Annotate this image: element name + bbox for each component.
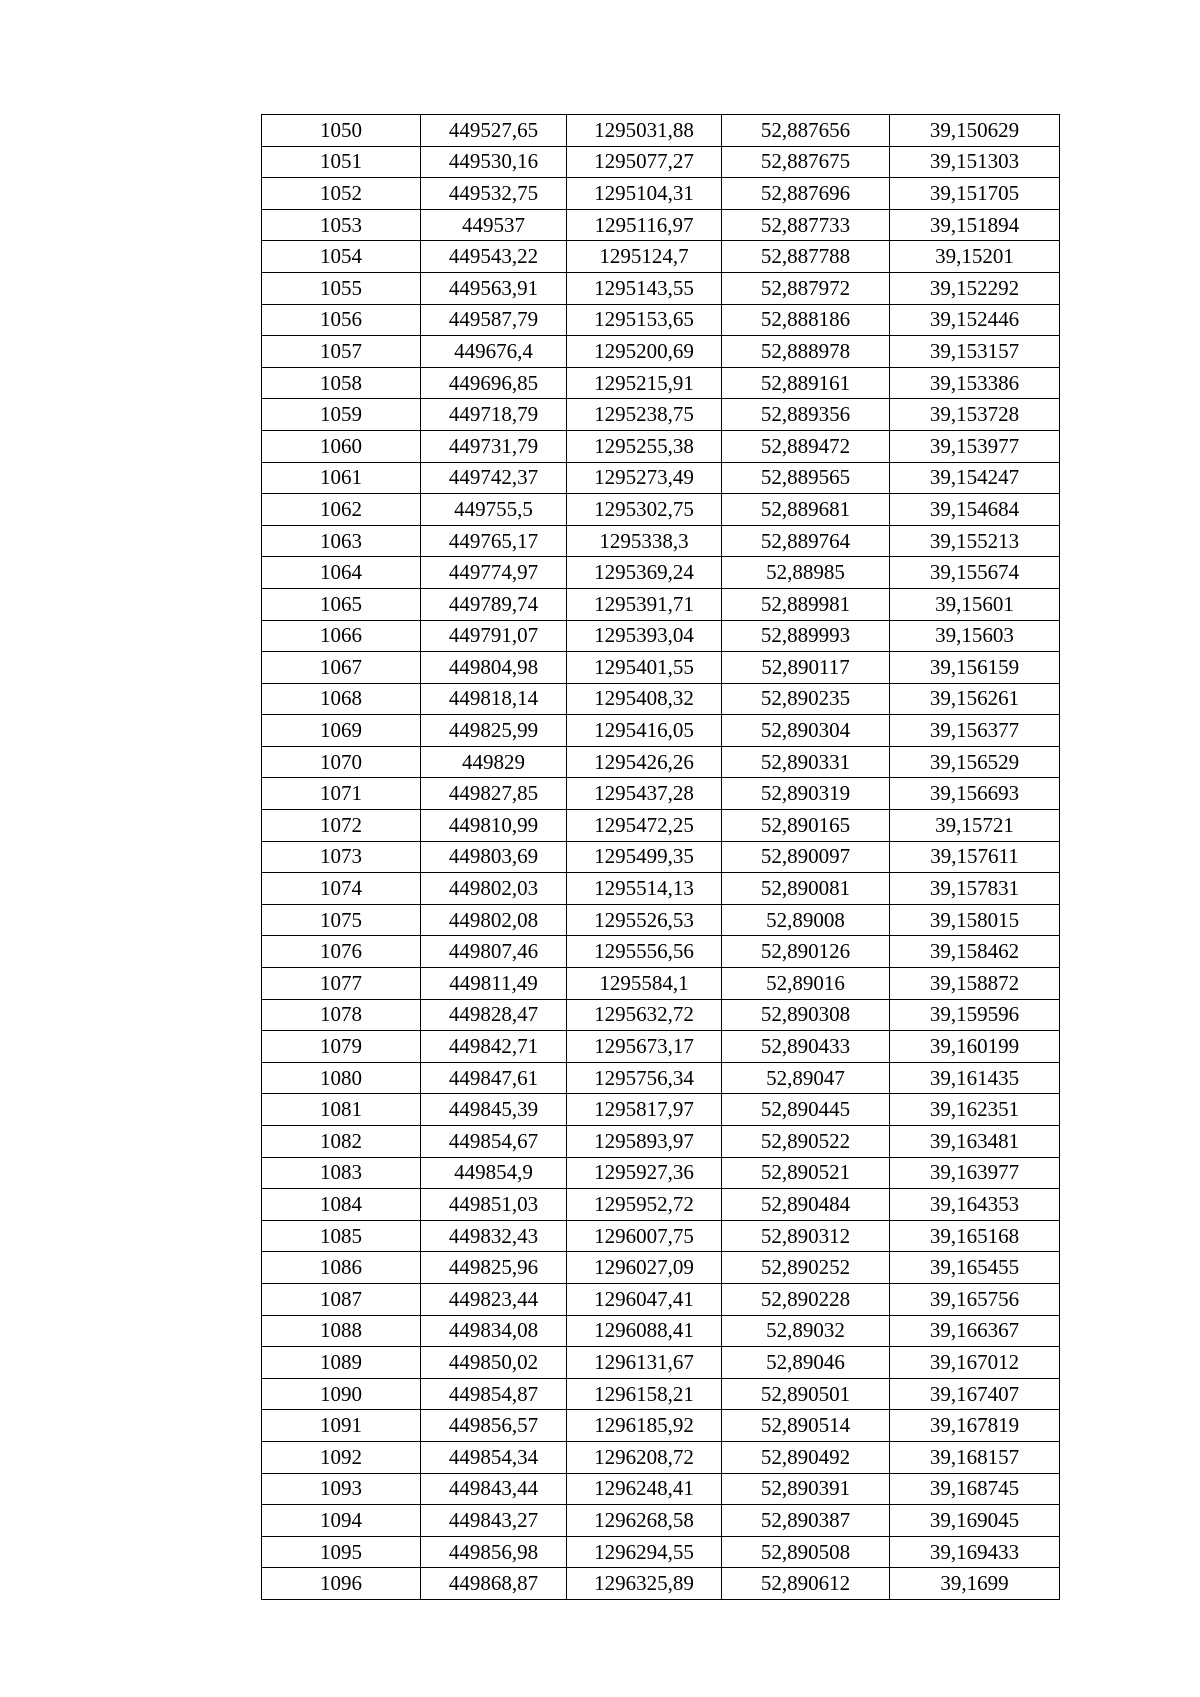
table-row [262, 1126, 1060, 1158]
table-row [262, 1031, 1060, 1063]
point-number-cell: 1054 [262, 241, 421, 273]
table-row [262, 304, 1060, 336]
x-coordinate-cell: 449537 [421, 209, 567, 241]
y-coordinate-cell: 1295584,1 [567, 968, 722, 1000]
table-row [262, 652, 1060, 684]
x-coordinate-cell: 449803,69 [421, 841, 567, 873]
y-coordinate-cell: 1295238,75 [567, 399, 722, 431]
table-row [262, 1473, 1060, 1505]
y-coordinate-cell: 1296248,41 [567, 1473, 722, 1505]
x-coordinate-cell: 449854,87 [421, 1378, 567, 1410]
point-number-cell: 1056 [262, 304, 421, 336]
point-number-cell: 1059 [262, 399, 421, 431]
y-coordinate-cell: 1295526,53 [567, 904, 722, 936]
point-number-cell: 1060 [262, 430, 421, 462]
y-coordinate-cell: 1296208,72 [567, 1441, 722, 1473]
x-coordinate-cell: 449825,96 [421, 1252, 567, 1284]
longitude-cell: 39,163481 [890, 1126, 1060, 1158]
table-row [262, 1220, 1060, 1252]
longitude-cell: 39,154684 [890, 494, 1060, 526]
latitude-cell: 52,890501 [722, 1378, 890, 1410]
longitude-cell: 39,153157 [890, 336, 1060, 368]
point-number-cell: 1093 [262, 1473, 421, 1505]
longitude-cell: 39,152292 [890, 272, 1060, 304]
latitude-cell: 52,890097 [722, 841, 890, 873]
latitude-cell: 52,890612 [722, 1568, 890, 1600]
point-number-cell: 1052 [262, 178, 421, 210]
y-coordinate-cell: 1295673,17 [567, 1031, 722, 1063]
y-coordinate-cell: 1295338,3 [567, 525, 722, 557]
table-row [262, 557, 1060, 589]
latitude-cell: 52,890387 [722, 1505, 890, 1537]
table-row [262, 999, 1060, 1031]
longitude-cell: 39,165168 [890, 1220, 1060, 1252]
x-coordinate-cell: 449843,27 [421, 1505, 567, 1537]
x-coordinate-cell: 449755,5 [421, 494, 567, 526]
point-number-cell: 1058 [262, 367, 421, 399]
longitude-cell: 39,157611 [890, 841, 1060, 873]
point-number-cell: 1080 [262, 1062, 421, 1094]
latitude-cell: 52,88985 [722, 557, 890, 589]
x-coordinate-cell: 449527,65 [421, 115, 567, 147]
point-number-cell: 1091 [262, 1410, 421, 1442]
y-coordinate-cell: 1295893,97 [567, 1126, 722, 1158]
point-number-cell: 1053 [262, 209, 421, 241]
x-coordinate-cell: 449823,44 [421, 1283, 567, 1315]
longitude-cell: 39,15601 [890, 588, 1060, 620]
x-coordinate-cell: 449843,44 [421, 1473, 567, 1505]
x-coordinate-cell: 449847,61 [421, 1062, 567, 1094]
table-row [262, 367, 1060, 399]
point-number-cell: 1089 [262, 1347, 421, 1379]
point-number-cell: 1090 [262, 1378, 421, 1410]
y-coordinate-cell: 1296007,75 [567, 1220, 722, 1252]
x-coordinate-cell: 449532,75 [421, 178, 567, 210]
longitude-cell: 39,163977 [890, 1157, 1060, 1189]
latitude-cell: 52,890492 [722, 1441, 890, 1473]
y-coordinate-cell: 1295499,35 [567, 841, 722, 873]
point-number-cell: 1062 [262, 494, 421, 526]
x-coordinate-cell: 449742,37 [421, 462, 567, 494]
point-number-cell: 1051 [262, 146, 421, 178]
longitude-cell: 39,155213 [890, 525, 1060, 557]
y-coordinate-cell: 1295817,97 [567, 1094, 722, 1126]
table-row [262, 462, 1060, 494]
x-coordinate-cell: 449850,02 [421, 1347, 567, 1379]
y-coordinate-cell: 1295952,72 [567, 1189, 722, 1221]
x-coordinate-cell: 449827,85 [421, 778, 567, 810]
longitude-cell: 39,167819 [890, 1410, 1060, 1442]
y-coordinate-cell: 1296325,89 [567, 1568, 722, 1600]
point-number-cell: 1094 [262, 1505, 421, 1537]
y-coordinate-cell: 1295927,36 [567, 1157, 722, 1189]
x-coordinate-cell: 449851,03 [421, 1189, 567, 1221]
table-row [262, 778, 1060, 810]
latitude-cell: 52,887656 [722, 115, 890, 147]
table-row [262, 1347, 1060, 1379]
x-coordinate-cell: 449811,49 [421, 968, 567, 1000]
table-row [262, 683, 1060, 715]
latitude-cell: 52,890331 [722, 746, 890, 778]
table-row [262, 209, 1060, 241]
point-number-cell: 1085 [262, 1220, 421, 1252]
y-coordinate-cell: 1295215,91 [567, 367, 722, 399]
y-coordinate-cell: 1295255,38 [567, 430, 722, 462]
x-coordinate-cell: 449789,74 [421, 588, 567, 620]
y-coordinate-cell: 1296088,41 [567, 1315, 722, 1347]
y-coordinate-cell: 1295416,05 [567, 715, 722, 747]
x-coordinate-cell: 449868,87 [421, 1568, 567, 1600]
longitude-cell: 39,15721 [890, 810, 1060, 842]
longitude-cell: 39,151705 [890, 178, 1060, 210]
latitude-cell: 52,889472 [722, 430, 890, 462]
latitude-cell: 52,890081 [722, 873, 890, 905]
y-coordinate-cell: 1295426,26 [567, 746, 722, 778]
x-coordinate-cell: 449563,91 [421, 272, 567, 304]
point-number-cell: 1064 [262, 557, 421, 589]
latitude-cell: 52,889764 [722, 525, 890, 557]
table-row [262, 968, 1060, 1000]
latitude-cell: 52,89047 [722, 1062, 890, 1094]
table-row [262, 1378, 1060, 1410]
point-number-cell: 1092 [262, 1441, 421, 1473]
y-coordinate-cell: 1296185,92 [567, 1410, 722, 1442]
point-number-cell: 1079 [262, 1031, 421, 1063]
table-row [262, 588, 1060, 620]
longitude-cell: 39,1699 [890, 1568, 1060, 1600]
x-coordinate-cell: 449765,17 [421, 525, 567, 557]
x-coordinate-cell: 449718,79 [421, 399, 567, 431]
x-coordinate-cell: 449818,14 [421, 683, 567, 715]
longitude-cell: 39,15201 [890, 241, 1060, 273]
table-row [262, 1283, 1060, 1315]
point-number-cell: 1066 [262, 620, 421, 652]
y-coordinate-cell: 1295143,55 [567, 272, 722, 304]
y-coordinate-cell: 1296294,55 [567, 1536, 722, 1568]
longitude-cell: 39,156159 [890, 652, 1060, 684]
longitude-cell: 39,150629 [890, 115, 1060, 147]
longitude-cell: 39,168745 [890, 1473, 1060, 1505]
y-coordinate-cell: 1296131,67 [567, 1347, 722, 1379]
y-coordinate-cell: 1295632,72 [567, 999, 722, 1031]
latitude-cell: 52,890514 [722, 1410, 890, 1442]
y-coordinate-cell: 1295401,55 [567, 652, 722, 684]
table-row [262, 146, 1060, 178]
latitude-cell: 52,887675 [722, 146, 890, 178]
point-number-cell: 1055 [262, 272, 421, 304]
y-coordinate-cell: 1295031,88 [567, 115, 722, 147]
point-number-cell: 1069 [262, 715, 421, 747]
table-row [262, 1441, 1060, 1473]
longitude-cell: 39,153728 [890, 399, 1060, 431]
table-row [262, 715, 1060, 747]
y-coordinate-cell: 1295437,28 [567, 778, 722, 810]
point-number-cell: 1082 [262, 1126, 421, 1158]
x-coordinate-cell: 449731,79 [421, 430, 567, 462]
longitude-cell: 39,153977 [890, 430, 1060, 462]
y-coordinate-cell: 1295124,7 [567, 241, 722, 273]
latitude-cell: 52,890522 [722, 1126, 890, 1158]
latitude-cell: 52,89008 [722, 904, 890, 936]
point-number-cell: 1071 [262, 778, 421, 810]
latitude-cell: 52,890484 [722, 1189, 890, 1221]
latitude-cell: 52,889356 [722, 399, 890, 431]
x-coordinate-cell: 449854,9 [421, 1157, 567, 1189]
longitude-cell: 39,165756 [890, 1283, 1060, 1315]
x-coordinate-cell: 449807,46 [421, 936, 567, 968]
y-coordinate-cell: 1295391,71 [567, 588, 722, 620]
table-row [262, 1536, 1060, 1568]
table-row [262, 430, 1060, 462]
y-coordinate-cell: 1295472,25 [567, 810, 722, 842]
point-number-cell: 1078 [262, 999, 421, 1031]
longitude-cell: 39,167407 [890, 1378, 1060, 1410]
point-number-cell: 1086 [262, 1252, 421, 1284]
latitude-cell: 52,890521 [722, 1157, 890, 1189]
x-coordinate-cell: 449825,99 [421, 715, 567, 747]
latitude-cell: 52,889565 [722, 462, 890, 494]
point-number-cell: 1068 [262, 683, 421, 715]
table-row [262, 1568, 1060, 1600]
latitude-cell: 52,889681 [722, 494, 890, 526]
longitude-cell: 39,166367 [890, 1315, 1060, 1347]
x-coordinate-cell: 449828,47 [421, 999, 567, 1031]
table-row [262, 873, 1060, 905]
longitude-cell: 39,159596 [890, 999, 1060, 1031]
point-number-cell: 1077 [262, 968, 421, 1000]
coordinates-table-body [262, 115, 1060, 1600]
y-coordinate-cell: 1295153,65 [567, 304, 722, 336]
longitude-cell: 39,169045 [890, 1505, 1060, 1537]
table-row [262, 525, 1060, 557]
latitude-cell: 52,890312 [722, 1220, 890, 1252]
x-coordinate-cell: 449676,4 [421, 336, 567, 368]
latitude-cell: 52,890433 [722, 1031, 890, 1063]
y-coordinate-cell: 1295756,34 [567, 1062, 722, 1094]
table-row [262, 178, 1060, 210]
table-row [262, 494, 1060, 526]
x-coordinate-cell: 449845,39 [421, 1094, 567, 1126]
latitude-cell: 52,89016 [722, 968, 890, 1000]
latitude-cell: 52,889993 [722, 620, 890, 652]
table-row [262, 1062, 1060, 1094]
longitude-cell: 39,158872 [890, 968, 1060, 1000]
latitude-cell: 52,887733 [722, 209, 890, 241]
latitude-cell: 52,890508 [722, 1536, 890, 1568]
y-coordinate-cell: 1295393,04 [567, 620, 722, 652]
longitude-cell: 39,158015 [890, 904, 1060, 936]
y-coordinate-cell: 1296158,21 [567, 1378, 722, 1410]
y-coordinate-cell: 1295273,49 [567, 462, 722, 494]
x-coordinate-cell: 449587,79 [421, 304, 567, 336]
table-row [262, 1410, 1060, 1442]
point-number-cell: 1075 [262, 904, 421, 936]
table-row [262, 1094, 1060, 1126]
y-coordinate-cell: 1295077,27 [567, 146, 722, 178]
x-coordinate-cell: 449802,03 [421, 873, 567, 905]
table-row [262, 1189, 1060, 1221]
x-coordinate-cell: 449810,99 [421, 810, 567, 842]
latitude-cell: 52,888978 [722, 336, 890, 368]
x-coordinate-cell: 449802,08 [421, 904, 567, 936]
latitude-cell: 52,890319 [722, 778, 890, 810]
point-number-cell: 1070 [262, 746, 421, 778]
y-coordinate-cell: 1295302,75 [567, 494, 722, 526]
y-coordinate-cell: 1295200,69 [567, 336, 722, 368]
point-number-cell: 1057 [262, 336, 421, 368]
longitude-cell: 39,160199 [890, 1031, 1060, 1063]
longitude-cell: 39,15603 [890, 620, 1060, 652]
x-coordinate-cell: 449856,57 [421, 1410, 567, 1442]
x-coordinate-cell: 449543,22 [421, 241, 567, 273]
latitude-cell: 52,888186 [722, 304, 890, 336]
point-number-cell: 1067 [262, 652, 421, 684]
x-coordinate-cell: 449854,67 [421, 1126, 567, 1158]
point-number-cell: 1084 [262, 1189, 421, 1221]
latitude-cell: 52,890252 [722, 1252, 890, 1284]
latitude-cell: 52,890126 [722, 936, 890, 968]
longitude-cell: 39,156377 [890, 715, 1060, 747]
x-coordinate-cell: 449530,16 [421, 146, 567, 178]
longitude-cell: 39,164353 [890, 1189, 1060, 1221]
point-number-cell: 1061 [262, 462, 421, 494]
latitude-cell: 52,890165 [722, 810, 890, 842]
point-number-cell: 1063 [262, 525, 421, 557]
table-row [262, 620, 1060, 652]
point-number-cell: 1073 [262, 841, 421, 873]
point-number-cell: 1076 [262, 936, 421, 968]
y-coordinate-cell: 1295104,31 [567, 178, 722, 210]
y-coordinate-cell: 1295369,24 [567, 557, 722, 589]
x-coordinate-cell: 449854,34 [421, 1441, 567, 1473]
latitude-cell: 52,889161 [722, 367, 890, 399]
latitude-cell: 52,890308 [722, 999, 890, 1031]
longitude-cell: 39,156529 [890, 746, 1060, 778]
latitude-cell: 52,890117 [722, 652, 890, 684]
latitude-cell: 52,890228 [722, 1283, 890, 1315]
point-number-cell: 1065 [262, 588, 421, 620]
longitude-cell: 39,168157 [890, 1441, 1060, 1473]
table-row [262, 1252, 1060, 1284]
y-coordinate-cell: 1296268,58 [567, 1505, 722, 1537]
point-number-cell: 1083 [262, 1157, 421, 1189]
y-coordinate-cell: 1295514,13 [567, 873, 722, 905]
latitude-cell: 52,887972 [722, 272, 890, 304]
point-number-cell: 1074 [262, 873, 421, 905]
longitude-cell: 39,155674 [890, 557, 1060, 589]
x-coordinate-cell: 449856,98 [421, 1536, 567, 1568]
table-row [262, 746, 1060, 778]
longitude-cell: 39,169433 [890, 1536, 1060, 1568]
x-coordinate-cell: 449696,85 [421, 367, 567, 399]
latitude-cell: 52,887696 [722, 178, 890, 210]
x-coordinate-cell: 449832,43 [421, 1220, 567, 1252]
latitude-cell: 52,890304 [722, 715, 890, 747]
table-row [262, 241, 1060, 273]
latitude-cell: 52,89046 [722, 1347, 890, 1379]
y-coordinate-cell: 1296047,41 [567, 1283, 722, 1315]
y-coordinate-cell: 1295408,32 [567, 683, 722, 715]
longitude-cell: 39,157831 [890, 873, 1060, 905]
x-coordinate-cell: 449804,98 [421, 652, 567, 684]
longitude-cell: 39,151894 [890, 209, 1060, 241]
latitude-cell: 52,887788 [722, 241, 890, 273]
latitude-cell: 52,890445 [722, 1094, 890, 1126]
x-coordinate-cell: 449774,97 [421, 557, 567, 589]
latitude-cell: 52,890235 [722, 683, 890, 715]
longitude-cell: 39,153386 [890, 367, 1060, 399]
point-number-cell: 1072 [262, 810, 421, 842]
table-row [262, 336, 1060, 368]
longitude-cell: 39,152446 [890, 304, 1060, 336]
point-number-cell: 1087 [262, 1283, 421, 1315]
longitude-cell: 39,158462 [890, 936, 1060, 968]
latitude-cell: 52,889981 [722, 588, 890, 620]
latitude-cell: 52,89032 [722, 1315, 890, 1347]
longitude-cell: 39,154247 [890, 462, 1060, 494]
table-row [262, 841, 1060, 873]
table-row [262, 1315, 1060, 1347]
y-coordinate-cell: 1295556,56 [567, 936, 722, 968]
longitude-cell: 39,165455 [890, 1252, 1060, 1284]
point-number-cell: 1096 [262, 1568, 421, 1600]
longitude-cell: 39,167012 [890, 1347, 1060, 1379]
table-row [262, 810, 1060, 842]
table-row [262, 1505, 1060, 1537]
y-coordinate-cell: 1295116,97 [567, 209, 722, 241]
coordinates-table [261, 114, 1060, 1600]
point-number-cell: 1081 [262, 1094, 421, 1126]
point-number-cell: 1050 [262, 115, 421, 147]
table-row [262, 936, 1060, 968]
point-number-cell: 1088 [262, 1315, 421, 1347]
y-coordinate-cell: 1296027,09 [567, 1252, 722, 1284]
latitude-cell: 52,890391 [722, 1473, 890, 1505]
longitude-cell: 39,156693 [890, 778, 1060, 810]
x-coordinate-cell: 449791,07 [421, 620, 567, 652]
longitude-cell: 39,156261 [890, 683, 1060, 715]
x-coordinate-cell: 449829 [421, 746, 567, 778]
table-row [262, 272, 1060, 304]
table-row [262, 399, 1060, 431]
longitude-cell: 39,161435 [890, 1062, 1060, 1094]
point-number-cell: 1095 [262, 1536, 421, 1568]
table-row [262, 904, 1060, 936]
table-row [262, 1157, 1060, 1189]
longitude-cell: 39,151303 [890, 146, 1060, 178]
table-row [262, 115, 1060, 147]
x-coordinate-cell: 449834,08 [421, 1315, 567, 1347]
longitude-cell: 39,162351 [890, 1094, 1060, 1126]
x-coordinate-cell: 449842,71 [421, 1031, 567, 1063]
